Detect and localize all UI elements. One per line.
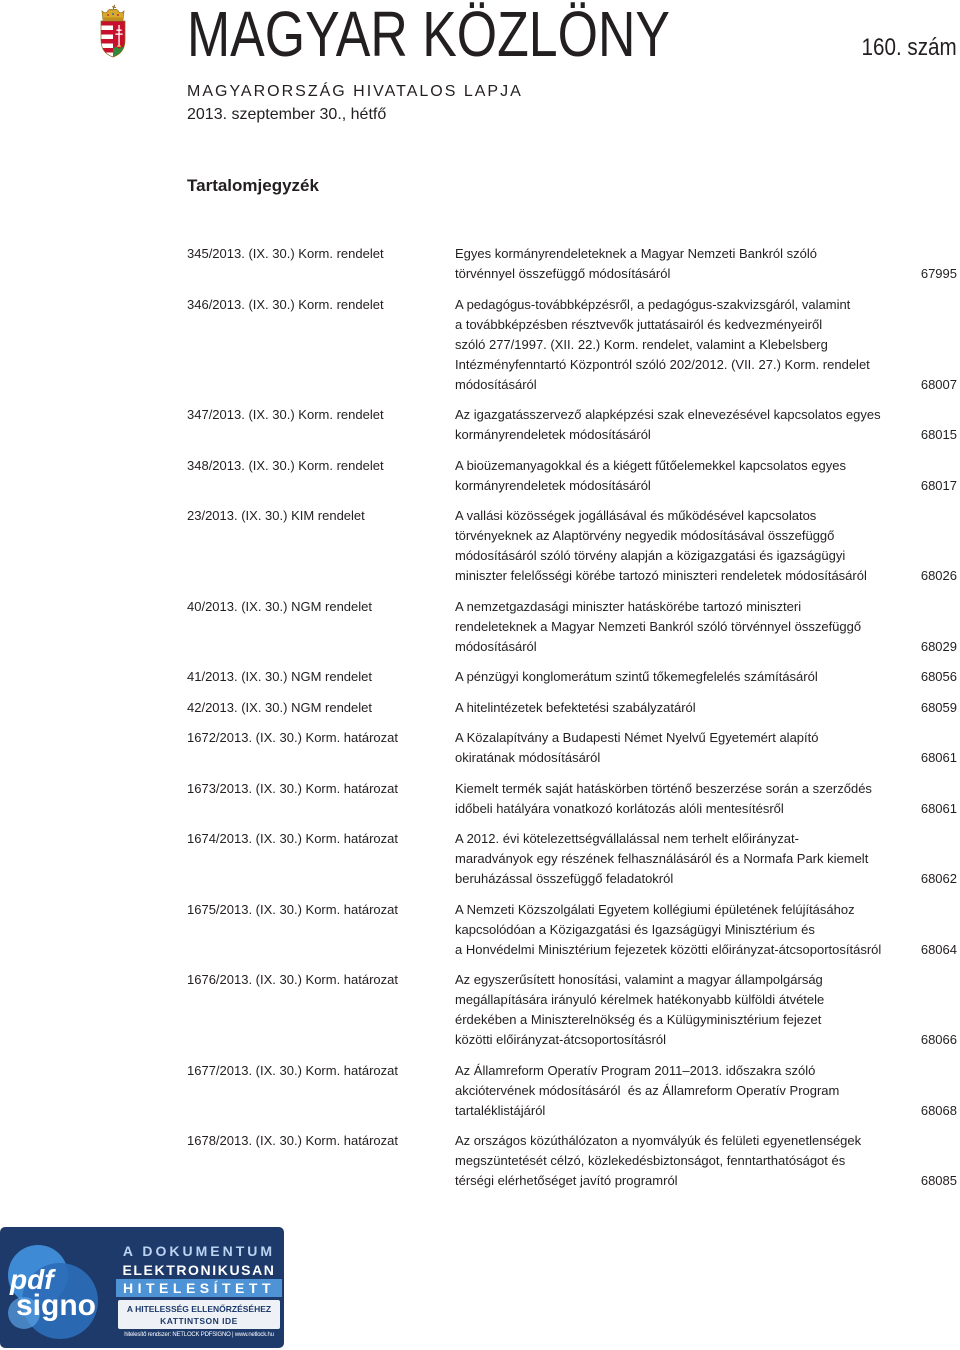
toc-entry-reference: 1676/2013. (IX. 30.) Korm. határozat [187, 972, 399, 987]
toc-entry [187, 900, 957, 960]
toc-entry-page-number: 68085 [920, 1173, 957, 1188]
toc-entry-title-line: Intézményfenntartó Központról szóló 202/2012. (VII. 27.) Korm. rendelet [455, 356, 870, 372]
toc-entry-title [455, 900, 881, 960]
toc-entry [187, 698, 957, 718]
toc-entry-reference: 1674/2013. (IX. 30.) Korm. határozat [187, 831, 399, 846]
toc-entry-title [455, 244, 817, 284]
issue-number: 160. szám [861, 34, 957, 61]
system-website-link[interactable]: www.netlock.hu [234, 1332, 274, 1338]
toc-entry-title-line: A hitelintézetek befektetési szabályzatáról [455, 699, 696, 715]
toc-entry-title-line: időbeli hatályára vonatkozó korlátozás alóli mentesítésről [455, 800, 784, 816]
toc-entry-title-line: beruházással összefüggő feladatokról [455, 871, 674, 886]
toc-entry-page-number: 68007 [920, 376, 957, 392]
toc-entry-title-line: tartaléklistájáról [455, 1102, 546, 1118]
toc-entry-page-number: 68015 [920, 427, 957, 442]
logo-text-signo: signo [16, 1289, 96, 1322]
toc-entry-title [455, 698, 696, 718]
toc-entry-page-number: 68061 [920, 800, 957, 816]
toc-entry-reference: 23/2013. (IX. 30.) KIM rendelet [187, 508, 365, 523]
publication-subtitle: MAGYARORSZÁG HIVATALOS LAPJA [187, 83, 523, 100]
toc-entry-title-line: kapcsolódóan a Közigazgatási és Igazságügyi Minisztérium és [455, 921, 815, 937]
toc-entry-title-line: törvényeknek az Alaptörvény negyedik módosításával összefüggő [455, 528, 835, 543]
toc-entry-title-line: Az igazgatásszervező alapképzési szak elnevezésével kapcsolatos egyes [455, 407, 881, 422]
toc-entry-title [455, 728, 818, 768]
logo-text-pdf: pdf [10, 1264, 54, 1295]
toc-entry-title [455, 1061, 839, 1121]
toc-entry-title-line: miniszter felelősségi körébe tartozó miniszteri rendeletek módosításáról [455, 568, 867, 583]
toc-entry-reference: 347/2013. (IX. 30.) Korm. rendelet [187, 407, 384, 422]
toc-entry-title-line: A 2012. évi kötelezettségvállalással nem terhelt előirányzat- [455, 831, 799, 846]
toc-entry-title-line: A nemzetgazdasági miniszter hatáskörébe tartozó miniszteri [455, 598, 802, 614]
toc-entry [187, 1131, 957, 1191]
toc-entry-page-number: 68064 [920, 941, 957, 957]
toc-entry-title-line: A pénzügyi konglomerátum szintű tőkemegfelelés számításáról [455, 669, 818, 684]
toc-entry-title-line: törvénnyel összefüggő módosításáról [455, 266, 671, 281]
toc-entry-title-line: Kiemelt termék saját hatáskörben történő beszerzése során a szerződés [455, 780, 872, 796]
verify-link-line2[interactable]: KATTINTSON IDE [160, 1316, 238, 1326]
toc-entry-reference: 40/2013. (IX. 30.) NGM rendelet [187, 598, 372, 614]
toc-entry-page-number: 68066 [920, 1032, 957, 1047]
toc-entry [187, 1061, 957, 1121]
toc-entry [187, 667, 957, 687]
table-of-contents [187, 244, 957, 1202]
toc-entry-title-line: szóló 277/1997. (XII. 22.) Korm. rendelet, valamint a Klebelsberg [455, 336, 828, 352]
toc-entry-reference: 1675/2013. (IX. 30.) Korm. határozat [187, 901, 399, 917]
toc-entry-title [455, 405, 881, 445]
toc-entry-title-line: a Honvédelmi Minisztérium fejezetek közötti előirányzat-átcsoportosításról [455, 941, 882, 957]
toc-entry-page-number: 68026 [920, 568, 957, 583]
system-label: hitelesítő rendszer: [124, 1332, 171, 1338]
toc-entry-title-line: a továbbképzésben résztvevők juttatásairól és kedvezményeiről [455, 316, 823, 332]
toc-entry-title-line: kormányrendeletek módosításáról [455, 477, 651, 493]
system-separator: | [232, 1332, 234, 1338]
toc-entry-title [455, 295, 870, 395]
toc-entry-title [455, 506, 867, 586]
toc-entry-title-line: rendeleteknek a Magyar Nemzeti Bankról szóló törvénnyel összefüggő [455, 618, 862, 634]
toc-entry-page-number: 68056 [920, 669, 957, 684]
toc-entry-reference: 346/2013. (IX. 30.) Korm. rendelet [187, 296, 384, 312]
toc-entry-page-number: 68017 [920, 477, 957, 493]
toc-entry-reference: 348/2013. (IX. 30.) Korm. rendelet [187, 457, 384, 473]
toc-entry-page-number: 68061 [920, 750, 957, 765]
toc-entry-title-line: módosításáról szóló törvény alapján a közigazgatási és igazságügyi [455, 548, 846, 563]
toc-entry-reference: 41/2013. (IX. 30.) NGM rendelet [187, 669, 372, 684]
toc-entry-reference: 1672/2013. (IX. 30.) Korm. határozat [187, 730, 399, 745]
toc-entry-title-line: térségi elérhetőséget javító programról [455, 1173, 678, 1188]
toc-entry-title-line: érdekében a Miniszterelnökség és a Külügyminisztérium fejezet [455, 1012, 822, 1027]
toc-entry-title-line: közötti előirányzat-átcsoportosításról [455, 1032, 666, 1047]
toc-entry [187, 405, 957, 445]
toc-entry-reference: 345/2013. (IX. 30.) Korm. rendelet [187, 246, 384, 261]
toc-entry [187, 970, 957, 1050]
toc-entry-title [455, 667, 818, 687]
toc-entry-title [455, 1131, 861, 1191]
toc-entry-title-line: akciótervének módosításáról és az Államreform Operatív Program [455, 1082, 840, 1098]
toc-entry-reference: 1678/2013. (IX. 30.) Korm. határozat [187, 1133, 399, 1148]
hungarian-coat-of-arms-icon [97, 4, 129, 58]
toc-entry-title-line: Egyes kormányrendeleteknek a Magyar Nemzeti Bankról szóló [455, 246, 818, 261]
toc-entry-title-line: A pedagógus-továbbképzésről, a pedagógus-szakvizsgáról, valamint [455, 296, 851, 312]
toc-entry-title-line: megállapítására irányuló kérelmek hatékonyabb külföldi átvétele [455, 992, 825, 1007]
toc-entry-title-line: kormányrendeletek módosításáról [455, 427, 651, 442]
toc-entry-title [455, 597, 861, 657]
toc-entry-page-number: 67995 [920, 266, 957, 281]
toc-entry-page-number: 68029 [920, 638, 957, 654]
toc-entry-page-number: 68062 [920, 871, 957, 886]
toc-entry [187, 728, 957, 768]
pdfsigno-logo-icon [0, 1227, 116, 1348]
toc-entry [187, 779, 957, 819]
toc-entry-title-line: módosításáról [455, 638, 537, 654]
toc-entry-title-line: A vallási közösségek jogállásával és működésével kapcsolatos [455, 508, 817, 523]
toc-entry [187, 597, 957, 657]
badge-line-electronically: ELEKTRONIKUSAN [122, 1262, 276, 1278]
toc-heading: Tartalomjegyzék [187, 176, 319, 195]
badge-line-authenticated: HITELESÍTETT [123, 1280, 275, 1296]
toc-entry-title [455, 456, 846, 496]
publication-date: 2013. szeptember 30., hétfő [187, 106, 387, 123]
toc-entry [187, 295, 957, 395]
signature-verification-badge[interactable] [0, 1227, 284, 1348]
toc-entry-title-line: okiratának módosításáról [455, 750, 601, 765]
toc-entry-title-line: Az országos közúthálózaton a nyomvályúk és felületi egyenetlenségek [455, 1133, 862, 1148]
toc-entry-page-number: 68068 [920, 1102, 957, 1118]
toc-entry-title-line: A bioüzemanyagokkal és a kiégett fűtőelemekkel kapcsolatos egyes [455, 457, 846, 473]
toc-entry-title-line: A Nemzeti Közszolgálati Egyetem kollégiumi épületének felújításához [455, 901, 855, 917]
toc-entry-title-line: megszüntetését célzó, közlekedésbiztonságot, fenntarthatóságot és [455, 1153, 846, 1168]
toc-entry-title [455, 970, 824, 1050]
verify-link-line1[interactable]: A HITELESSÉG ELLENŐRZÉSÉHEZ [126, 1304, 272, 1314]
toc-entry [187, 244, 957, 284]
toc-entry-title-line: A Közalapítvány a Budapesti Német Nyelvű Egyetemért alapító [455, 730, 819, 745]
toc-entry-reference: 1673/2013. (IX. 30.) Korm. határozat [187, 780, 399, 796]
toc-entry-title [455, 779, 872, 819]
toc-entry [187, 506, 957, 586]
authentication-system-info [118, 1331, 280, 1340]
toc-entry-reference: 42/2013. (IX. 30.) NGM rendelet [187, 699, 372, 715]
toc-entry-page-number: 68059 [920, 699, 957, 715]
toc-entry [187, 829, 957, 889]
toc-entry-title-line: maradványok egy részének felhasználásáról és a Normafa Park kiemelt [455, 851, 869, 866]
publication-title: MAGYAR KÖZLÖNY [187, 0, 670, 70]
toc-entry-title-line: Az Államreform Operatív Program 2011–2013. időszakra szóló [455, 1062, 816, 1078]
system-name: NETLOCK PDFSIGNO [172, 1332, 231, 1338]
toc-entry-reference: 1677/2013. (IX. 30.) Korm. határozat [187, 1062, 399, 1078]
badge-line-document: A DOKUMENTUM [122, 1243, 276, 1259]
toc-entry [187, 456, 957, 496]
toc-entry-title [455, 829, 868, 889]
toc-entry-title-line: módosításáról [455, 376, 537, 392]
toc-entry-title-line: Az egyszerűsített honosítási, valamint a magyar állampolgárság [455, 972, 823, 987]
